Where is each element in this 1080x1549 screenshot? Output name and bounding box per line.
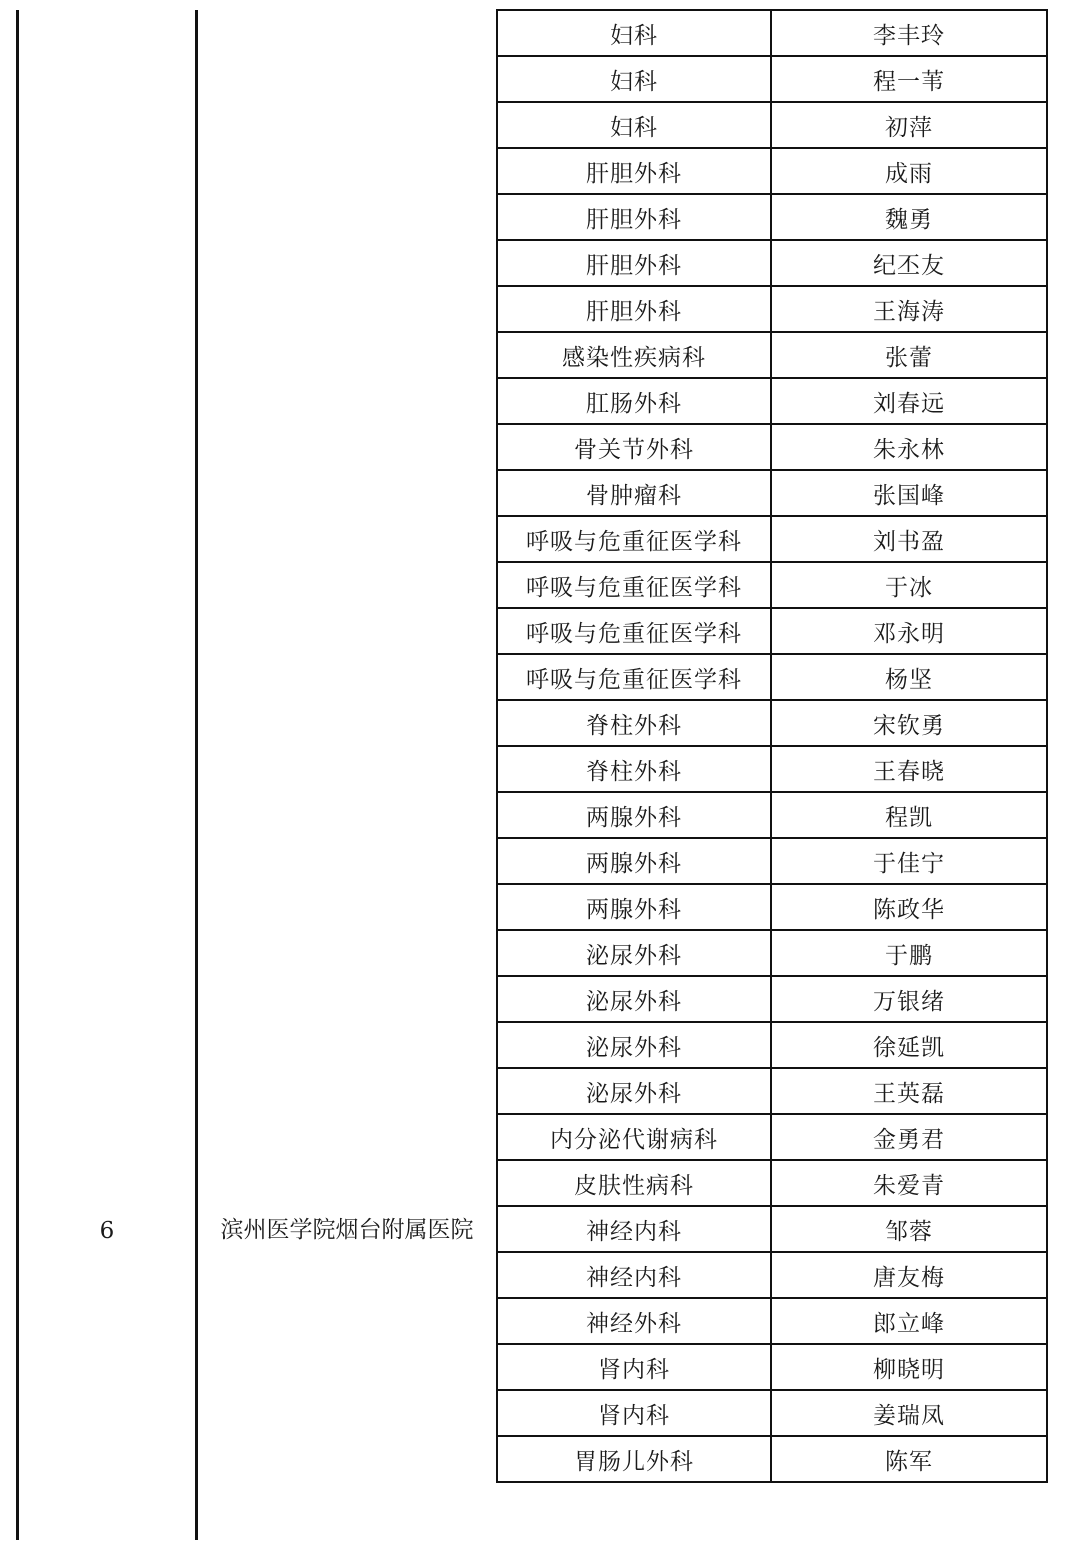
department-cell: 肾内科	[497, 1390, 771, 1436]
department-cell: 肝胆外科	[497, 286, 771, 332]
department-cell: 呼吸与危重征医学科	[497, 562, 771, 608]
table-column-divider	[195, 10, 198, 1540]
department-cell: 神经内科	[497, 1252, 771, 1298]
department-cell: 泌尿外科	[497, 1022, 771, 1068]
doctor-name-cell: 朱永林	[771, 424, 1047, 470]
table-row	[497, 194, 1047, 240]
table-row	[497, 1022, 1047, 1068]
table-row	[497, 378, 1047, 424]
table-row	[497, 240, 1047, 286]
table-left-border	[16, 10, 19, 1540]
department-cell: 肾内科	[497, 1344, 771, 1390]
table-row	[497, 884, 1047, 930]
table-row	[497, 792, 1047, 838]
doctor-name-cell: 纪丕友	[771, 240, 1047, 286]
doctor-table-body	[497, 10, 1047, 1482]
table-row	[497, 608, 1047, 654]
department-cell: 呼吸与危重征医学科	[497, 654, 771, 700]
doctor-name-cell: 程一苇	[771, 56, 1047, 102]
table-row	[497, 470, 1047, 516]
department-cell: 泌尿外科	[497, 1068, 771, 1114]
doctor-name-cell: 于佳宁	[771, 838, 1047, 884]
department-cell: 感染性疾病科	[497, 332, 771, 378]
department-cell: 皮肤性病科	[497, 1160, 771, 1206]
department-cell: 脊柱外科	[497, 700, 771, 746]
hospital-name: 滨州医学院烟台附属医院	[220, 1217, 474, 1243]
department-cell: 肝胆外科	[497, 148, 771, 194]
doctor-name-cell: 王海涛	[771, 286, 1047, 332]
table-row	[497, 700, 1047, 746]
table-row	[497, 148, 1047, 194]
doctor-name-cell: 李丰玲	[771, 10, 1047, 56]
doctor-name-cell: 万银绪	[771, 976, 1047, 1022]
doctor-name-cell: 刘书盈	[771, 516, 1047, 562]
department-cell: 两腺外科	[497, 792, 771, 838]
department-cell: 胃肠儿外科	[497, 1436, 771, 1482]
doctor-name-cell: 金勇君	[771, 1114, 1047, 1160]
doctor-table	[496, 9, 1048, 1483]
table-row	[497, 1344, 1047, 1390]
table-row	[497, 516, 1047, 562]
table-row	[497, 56, 1047, 102]
department-cell: 肝胆外科	[497, 194, 771, 240]
doctor-name-cell: 成雨	[771, 148, 1047, 194]
department-cell: 妇科	[497, 102, 771, 148]
department-cell: 脊柱外科	[497, 746, 771, 792]
table-row	[497, 1160, 1047, 1206]
table-row	[497, 332, 1047, 378]
table-row	[497, 10, 1047, 56]
doctor-name-cell: 姜瑞凤	[771, 1390, 1047, 1436]
doctor-name-cell: 刘春远	[771, 378, 1047, 424]
table-row	[497, 930, 1047, 976]
table-row	[497, 1252, 1047, 1298]
doctor-name-cell: 于鹏	[771, 930, 1047, 976]
department-cell: 神经内科	[497, 1206, 771, 1252]
doctor-name-cell: 陈军	[771, 1436, 1047, 1482]
doctor-name-cell: 朱爱青	[771, 1160, 1047, 1206]
table-row	[497, 1436, 1047, 1482]
table-row	[497, 424, 1047, 470]
doctor-name-cell: 郎立峰	[771, 1298, 1047, 1344]
doctor-name-cell: 王春晓	[771, 746, 1047, 792]
table-row	[497, 102, 1047, 148]
department-cell: 妇科	[497, 56, 771, 102]
doctor-name-cell: 宋钦勇	[771, 700, 1047, 746]
table-row	[497, 976, 1047, 1022]
department-cell: 呼吸与危重征医学科	[497, 608, 771, 654]
doctor-name-cell: 初萍	[771, 102, 1047, 148]
table-row	[497, 286, 1047, 332]
doctor-name-cell: 柳晓明	[771, 1344, 1047, 1390]
department-cell: 骨肿瘤科	[497, 470, 771, 516]
table-row	[497, 1114, 1047, 1160]
doctor-name-cell: 杨坚	[771, 654, 1047, 700]
table-row	[497, 1298, 1047, 1344]
doctor-name-cell: 魏勇	[771, 194, 1047, 240]
doctor-name-cell: 程凯	[771, 792, 1047, 838]
table-row	[497, 1390, 1047, 1436]
doctor-name-cell: 张蕾	[771, 332, 1047, 378]
doctor-name-cell: 张国峰	[771, 470, 1047, 516]
table-row	[497, 838, 1047, 884]
doctor-name-cell: 于冰	[771, 562, 1047, 608]
department-cell: 两腺外科	[497, 838, 771, 884]
doctor-name-cell: 邓永明	[771, 608, 1047, 654]
department-cell: 肝胆外科	[497, 240, 771, 286]
table-row	[497, 1068, 1047, 1114]
table-row	[497, 654, 1047, 700]
department-cell: 骨关节外科	[497, 424, 771, 470]
department-cell: 两腺外科	[497, 884, 771, 930]
row-index: 6	[99, 1218, 115, 1244]
doctor-name-cell: 徐延凯	[771, 1022, 1047, 1068]
doctor-name-cell: 唐友梅	[771, 1252, 1047, 1298]
doctor-name-cell: 邹蓉	[771, 1206, 1047, 1252]
table-row	[497, 746, 1047, 792]
department-cell: 泌尿外科	[497, 976, 771, 1022]
department-cell: 内分泌代谢病科	[497, 1114, 771, 1160]
doctor-name-cell: 陈政华	[771, 884, 1047, 930]
table-row	[497, 562, 1047, 608]
department-cell: 泌尿外科	[497, 930, 771, 976]
doctor-name-cell: 王英磊	[771, 1068, 1047, 1114]
department-cell: 肛肠外科	[497, 378, 771, 424]
table-row	[497, 1206, 1047, 1252]
department-cell: 神经外科	[497, 1298, 771, 1344]
department-cell: 妇科	[497, 10, 771, 56]
department-cell: 呼吸与危重征医学科	[497, 516, 771, 562]
